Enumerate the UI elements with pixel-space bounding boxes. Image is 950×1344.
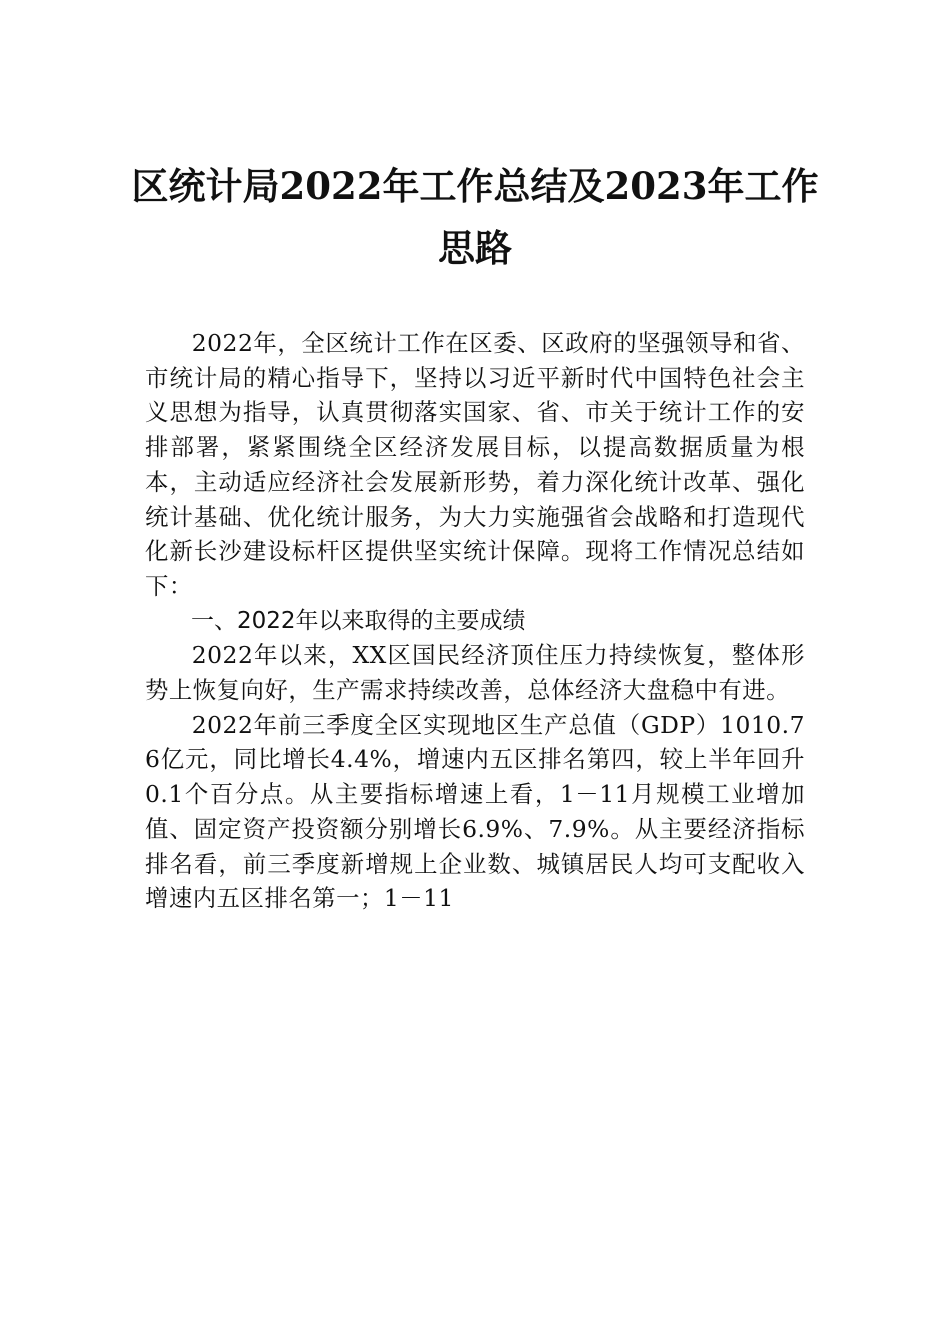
intro-paragraph: 2022年，全区统计工作在区委、区政府的坚强领导和省、市统计局的精心指导下，坚持以习近平新时代中国特色社会主义思想为指导，认真贯彻落实国家、省、市关于统计工作的安排部署，紧紧围绕全区经济发展目标，以提高数据质量为根本，主动适应经济社会发展新形势，着力深化统计改革、强化统计基础、优化统计服务，为大力实施强省会战略和打造现代化新长沙建设标杆区提供坚实统计保障。现将工作情况总结如下：: [145, 329, 805, 600]
title-block: [120, 155, 830, 279]
gdp-paragraph: 2022年前三季度全区实现地区生产总值（GDP）1010.76亿元，同比增长4.4%，增速内五区排名第四，较上半年回升0.1个百分点。从主要指标增速上看，1－11月规模工业增加值、固定资产投资额分别增长6.9%、7.9%。从主要经济指标排名看，前三季度新增规上企业数、城镇居民人均可支配收入增速内五区排名第一；1－11: [145, 710, 805, 913]
document-body: [145, 326, 805, 916]
overview-paragraph: 2022年以来，XX区国民经济顶住压力持续恢复，整体形势上恢复向好，生产需求持续改善，总体经济大盘稳中有进。: [145, 641, 805, 705]
section-heading: 一、2022年以来取得的主要成绩: [191, 607, 526, 634]
document-title: 区统计局2022年工作总结及2023年工作思路: [131, 164, 819, 270]
